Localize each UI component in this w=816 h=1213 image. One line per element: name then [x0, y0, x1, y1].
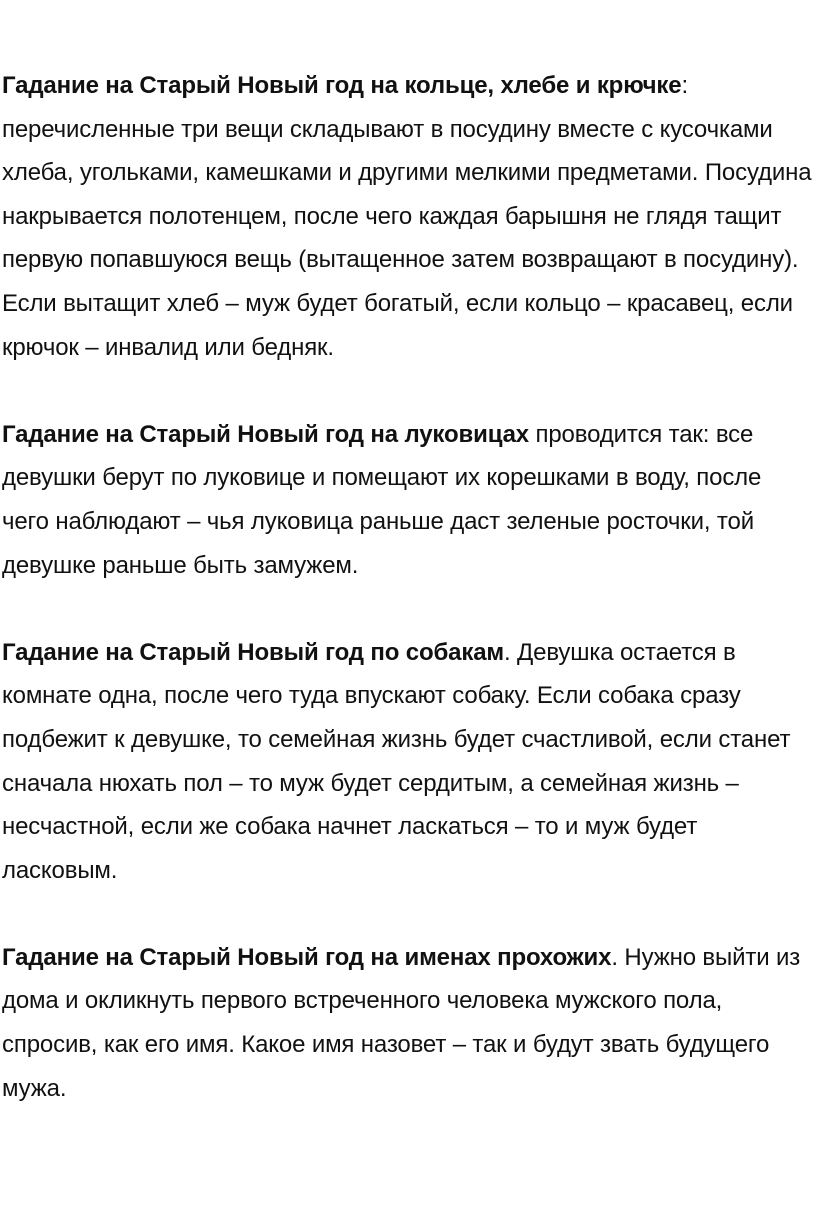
- paragraph-body: . Девушка остается в комнате одна, после чего туда впускают собаку. Если собака сразу подбежит к девушке, то семейная жизнь будет счастливой, если станет сначала нюхать пол – то муж будет сердитым, а семейная жизнь – несчастной, если же собака начнет ласкаться – то и муж будет ласковым.: [2, 638, 791, 884]
- paragraph-heading: Гадание на Старый Новый год на кольце, хлебе и крючке: [2, 72, 682, 99]
- paragraph-heading: Гадание на Старый Новый год по собакам: [2, 638, 505, 666]
- paragraph-heading: Гадание на Старый Новый год на луковицах: [2, 420, 529, 448]
- paragraph-passerby-names: [2, 936, 814, 1110]
- paragraph-body: . Нужно выйти из дома и окликнуть первого встреченного человека мужского пола, спросив, как его имя. Какое имя назовет – так и будут звать будущего мужа.: [2, 943, 801, 1102]
- paragraph-body: : перечисленные три вещи складывают в посудину вместе с кусочками хлеба, угольками, камешками и другими мелкими предметами. Посудина накрывается полотенцем, после чего каждая барышня не глядя тащит первую попавшуюся вещь (вытащенное затем возвращают в посудину). Если вытащит хлеб – муж будет богатый, если кольцо – красавец, если крючок – инвалид или бедняк.: [2, 72, 812, 361]
- paragraph-onions: [2, 413, 814, 587]
- paragraph-body: проводится так: все девушки берут по луковице и помещают их корешками в воду, после чего наблюдают – чья луковица раньше даст зеленые росточки, той девушке раньше быть замужем.: [2, 420, 762, 579]
- paragraph-ring-bread-hook: [2, 64, 814, 369]
- paragraph-dogs: [2, 631, 814, 893]
- paragraph-heading: Гадание на Старый Новый год на именах прохожих: [2, 943, 612, 971]
